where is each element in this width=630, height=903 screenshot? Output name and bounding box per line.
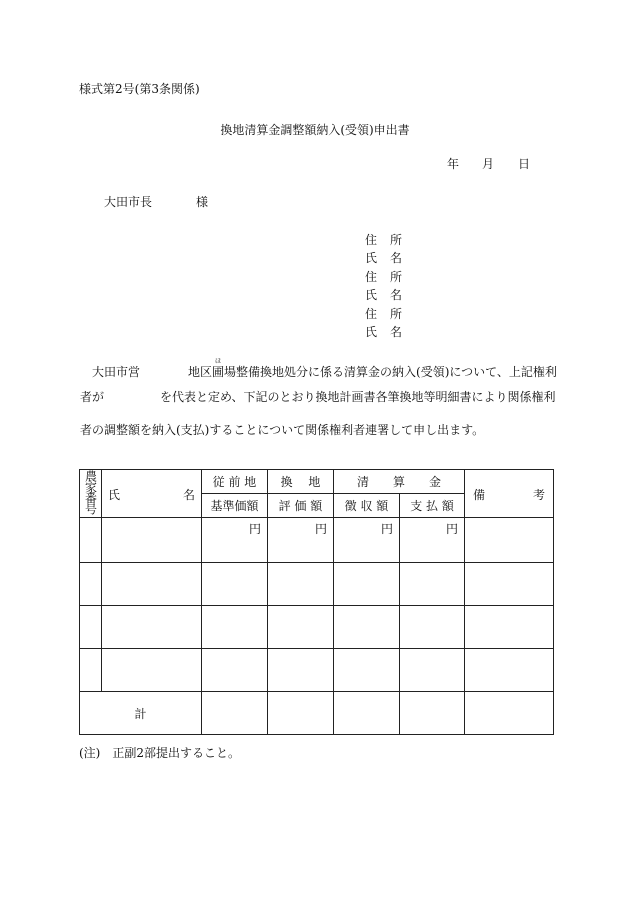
table-row <box>80 518 554 563</box>
cell-base-price[interactable]: 円 <box>202 518 268 563</box>
total-label: 計 <box>80 692 202 735</box>
header-remarks: 備 考 <box>465 470 554 518</box>
cell-payment-amount[interactable] <box>400 649 465 692</box>
cell-payment-amount[interactable] <box>400 563 465 606</box>
cell-name[interactable] <box>102 649 202 692</box>
date-month: 月 <box>482 157 495 171</box>
cell-collection-amount[interactable] <box>334 563 400 606</box>
cell-appraised-value[interactable]: 円 <box>268 518 334 563</box>
cell-collection-amount[interactable] <box>334 649 400 692</box>
date-year: 年 <box>447 157 460 171</box>
total-collection-amount[interactable] <box>334 692 400 735</box>
cell-farmer-number[interactable] <box>80 563 102 606</box>
total-appraised-value[interactable] <box>268 692 334 735</box>
cell-name[interactable] <box>102 518 202 563</box>
header-settlement-money: 清 算 金 <box>334 470 465 494</box>
party-name-2: 氏 名 <box>365 288 403 302</box>
form-label: 様式第2号(第3条関係) <box>79 82 200 96</box>
cell-remarks[interactable] <box>465 563 554 606</box>
cell-name[interactable] <box>102 606 202 649</box>
date-day: 日 <box>518 157 531 171</box>
table-total-row <box>80 692 554 735</box>
party-address-2: 住 所 <box>365 270 403 284</box>
body-line-2: 者が を代表と定め、下記のとおり換地計画書各筆換地等明細書により関係権利 <box>80 390 556 404</box>
cell-remarks[interactable] <box>465 606 554 649</box>
document-title: 換地清算金調整額納入(受領)申出書 <box>220 123 410 137</box>
cell-base-price[interactable] <box>202 606 268 649</box>
cell-payment-amount[interactable] <box>400 606 465 649</box>
footnote: (注) 正副2部提出すること。 <box>79 746 240 760</box>
subheader-payment-amount: 支 払 額 <box>400 494 465 518</box>
subheader-base-price: 基準価額 <box>202 494 268 518</box>
cell-appraised-value[interactable] <box>268 606 334 649</box>
total-payment-amount[interactable] <box>400 692 465 735</box>
cell-farmer-number[interactable] <box>80 649 102 692</box>
header-name: 氏 名 <box>102 470 202 518</box>
table-row <box>80 606 554 649</box>
body-line-3: 者の調整額を納入(支払)することについて関係権利者連署して申し出ます。 <box>80 423 485 437</box>
party-address-3: 住 所 <box>365 307 403 321</box>
cell-remarks[interactable] <box>465 649 554 692</box>
body-line-1: 大田市営 地区圃 ほ 場整備換地処分に係る清算金の納入(受領)について、上記権利 <box>92 358 557 379</box>
total-base-price[interactable] <box>202 692 268 735</box>
party-name-3: 氏 名 <box>365 325 403 339</box>
cell-name[interactable] <box>102 563 202 606</box>
cell-appraised-value[interactable] <box>268 649 334 692</box>
header-previous-land: 従 前 地 <box>202 470 268 494</box>
addressee-name: 大田市長 <box>104 195 153 209</box>
subheader-collection-amount: 徴 収 額 <box>334 494 400 518</box>
cell-base-price[interactable] <box>202 563 268 606</box>
total-remarks[interactable] <box>465 692 554 735</box>
settlement-table <box>79 469 554 735</box>
subheader-appraised-value: 評 価 額 <box>268 494 334 518</box>
cell-payment-amount[interactable]: 円 <box>400 518 465 563</box>
table-row <box>80 649 554 692</box>
addressee-honorific: 様 <box>196 195 209 209</box>
party-name-1: 氏 名 <box>365 251 403 265</box>
cell-farmer-number[interactable] <box>80 606 102 649</box>
cell-remarks[interactable] <box>465 518 554 563</box>
table-row <box>80 563 554 606</box>
ruby-ho: 圃 ほ <box>212 358 225 379</box>
party-address-1: 住 所 <box>365 233 403 247</box>
cell-base-price[interactable] <box>202 649 268 692</box>
cell-collection-amount[interactable]: 円 <box>334 518 400 563</box>
header-replotted-land: 換 地 <box>268 470 334 494</box>
cell-collection-amount[interactable] <box>334 606 400 649</box>
header-farmer-number: 農家番号 <box>80 470 102 518</box>
cell-farmer-number[interactable] <box>80 518 102 563</box>
cell-appraised-value[interactable] <box>268 563 334 606</box>
